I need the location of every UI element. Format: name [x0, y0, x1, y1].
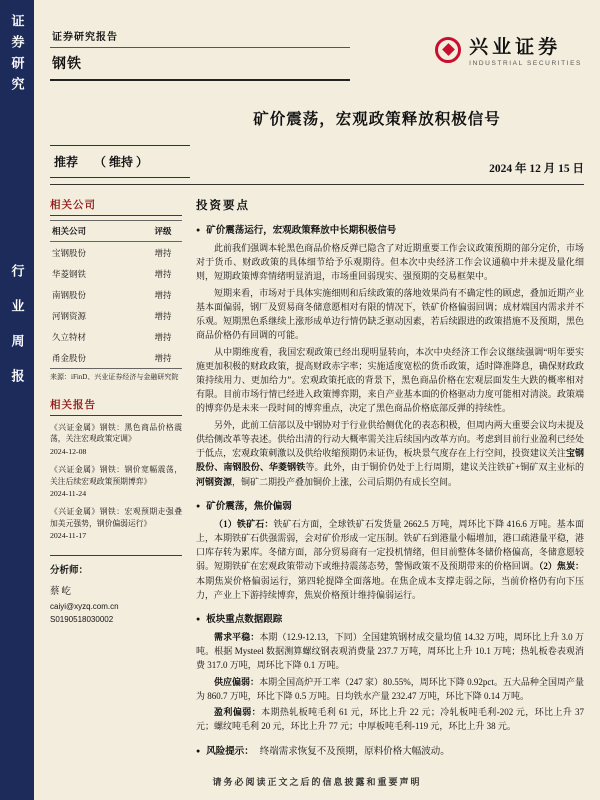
table-row — [50, 263, 182, 284]
header-divider — [50, 184, 584, 185]
para-text: 等。此外，由于铜价仍处于上行周期，建议关注铁矿+铜矿双主业标的 — [305, 462, 584, 473]
disclaimer-footer: 请务必阅读正文之后的信息披露和重要声明 — [212, 777, 422, 787]
related-companies-title: 相关公司 — [50, 197, 182, 216]
company-rating: 增持 — [154, 247, 172, 258]
data-item-label: 盈利偏弱： — [214, 707, 262, 718]
strip-label-weekly: 行业周报 — [9, 264, 25, 404]
paragraph: 此前我们强调本轮黑色商品价格反弹已隐含了对近期重要工作会议政策预期的部分定价，市场对于货币、财政政策的具体细节给予乐观期待。但本次中央经济工作会议通稿中并未提及量化细则，短期政策博弈情绪明显消退，市场重回弱现实、强预期的交易框架中。 — [196, 243, 584, 282]
bullet-icon: ● — [196, 615, 201, 624]
data-item — [196, 675, 584, 703]
company-name: 河钢资源 — [52, 310, 87, 321]
company-name: 华菱钢铁 — [52, 268, 87, 279]
table-row — [50, 284, 182, 305]
brand — [435, 32, 582, 67]
table-row — [50, 347, 182, 369]
report-title: 《兴证金属》钢铁：钢价宽幅震荡，关注后续宏观政策预期博弈》 — [50, 464, 182, 486]
highlighted-stocks: 宝钢股份、南钢股份、华菱钢铁 — [196, 448, 584, 473]
paragraph: 从中期维度看，我国宏观政策已经出现明显转向，本次中央经济工作会议继续强调“明年要实施更加积极的财政政策，提高财政赤字率；实施适度宽松的货币政策，适时降准降息，确保财政政策持续用力、更加给力”。宏观政策托底的背景下，黑色商品价格在宏观层面发生大跌的概率相对有限。目前市场行情已经进入政策博弈期，来自产业基本面的价格驱动力度可能相对清淡。政策端的博弈仍是未来一段时间的博弈重点，决定了黑色商品价格底部反弹的持续性。 — [196, 346, 584, 414]
company-rating: 增持 — [154, 310, 172, 321]
bullet-icon: ● — [196, 746, 201, 755]
para-text: 本期焦炭价格偏弱运行，第四轮提降全面落地。在焦企成本支撑走弱之际，当前价格仍有向下压力，产业上下游持续博弈，焦炭价格预计维持偏弱运行。 — [196, 575, 584, 600]
risk-text: 终端需求恢复不及预期，原料价格大幅波动。 — [259, 746, 450, 757]
brand-subtitle: INDUSTRIAL SECURITIES — [469, 60, 582, 67]
report-item-date: 2024-11-24 — [50, 489, 87, 499]
header — [50, 28, 584, 81]
para-text: 另外，此前工信部以及中钢协对于行业供给侧优化的表态积极，但周内两大重要会议均未提及供给侧改革等表述。供给出清的行动大概率需关注后续国内改革方向。考虑到目前行业盈利已经处于低点，宏观政策刺激以及供给收缩预期仍未证伪，板块景气度存在上行空间，投资建议关注 — [196, 419, 584, 459]
bullet-heading-2 — [196, 498, 584, 512]
brand-logo-core — [442, 43, 455, 56]
para-text: ，铜矿二期投产叠加铜价上涨，公司后期仍有成长空间。 — [232, 476, 458, 487]
report-link — [50, 506, 182, 542]
paragraph — [196, 418, 584, 489]
table-row — [50, 326, 182, 347]
data-item — [196, 705, 584, 733]
bullet-icon: ● — [196, 501, 201, 510]
related-reports — [50, 397, 182, 542]
company-rating: 增持 — [154, 289, 172, 300]
bullet-heading-risk — [196, 743, 584, 757]
table-row — [50, 242, 182, 264]
col-header-rating: 评级 — [144, 221, 182, 242]
strip-label-research: 证券研究 — [9, 14, 25, 98]
analyst-email-link[interactable]: caiyi@xyzq.com.cn — [50, 601, 119, 611]
body — [50, 197, 584, 762]
report-link — [50, 422, 182, 458]
data-item-label: 需求平稳： — [214, 632, 260, 643]
industry-label: 钢铁 — [50, 48, 350, 81]
company-rating: 增持 — [144, 347, 182, 369]
highlighted-stock: 河钢资源 — [196, 476, 233, 487]
investment-points-title: 投资要点 — [196, 200, 250, 212]
page-title: 矿价震荡，宏观政策释放积极信号 — [253, 111, 501, 128]
meta-row — [50, 145, 584, 178]
bullet-icon: ● — [196, 226, 201, 234]
bullet-heading-1 — [196, 222, 584, 236]
left-sidebar-column — [50, 197, 182, 762]
rating-box — [50, 145, 190, 178]
report-link — [50, 464, 182, 500]
company-name: 甬金股份 — [50, 347, 144, 369]
report-item-date: 2024-12-08 — [50, 447, 87, 457]
table-header-row — [50, 221, 182, 242]
para-text: 铁矿石方面，全球铁矿石发货量 2662.5 万吨，周环比下降 416.6 万吨。基本面上，本期铁矿石供强需弱，会对矿价形成一定压制。铁矿石到港量小幅增加，港口疏港量平稳，港口库存转为累库。冬储方面，部分贸易商有一定投机情绪，但目前整体冬储价格偏高，冬储意愿较弱。短期铁矿在宏观政策带动下或维持震荡态势，警惕政策不及预期带来的价格回调。 — [196, 518, 584, 572]
data-item-text: 本期热轧板吨毛利 61 元，环比上升 22 元；冷轧板吨毛利-202 元，环比上升 37 元；螺纹吨毛利 20 元，环比上升 77 元；中厚板吨毛利-119 元，环比上升 38 元。 — [196, 707, 584, 732]
company-rating: 增持 — [154, 331, 172, 342]
inline-label: （2）焦炭： — [538, 561, 584, 572]
rating-value: 推荐 — [54, 155, 79, 169]
data-item-text: 本期全国高炉开工率（247 家）80.55%，周环比下降 0.92pct。五大品种全国周产量为 860.7 万吨，环比下降 0.5 万吨。日均铁水产量 232.47 万吨，环比下降 0.14 万吨。 — [196, 676, 584, 701]
col-header-company: 相关公司 — [50, 221, 144, 242]
report-date: 2024 年 12 月 15 日 — [489, 163, 584, 175]
brand-text — [469, 32, 582, 67]
analyst-name: 蔡屹 — [50, 586, 74, 597]
related-reports-title: 相关报告 — [50, 397, 182, 416]
bullet-title: 矿价震荡，焦价偏弱 — [206, 501, 292, 512]
paragraph — [196, 517, 584, 602]
analyst-license-number: S0190518030002 — [50, 614, 114, 624]
report-item-date: 2024-11-17 — [50, 531, 87, 541]
report-type-label: 证券研究报告 — [50, 28, 350, 48]
company-name: 久立特材 — [52, 331, 87, 342]
data-item-text: 本期（12.9-12.13，下同）全国建筑钢材成交量均值 14.32 万吨，周环比上升 3.0 万吨。根据 Mysteel 数据测算螺纹钢表观消费量 237.7 万吨，周环比上升 10.1 万吨；热轧板卷表观消费 317.0 万吨，周环比下降 0.1 万吨。 — [196, 632, 584, 671]
report-title: 《兴证金属》钢铁：黑色商品价格震荡，关注宏观政策定调》 — [50, 422, 182, 444]
company-rating: 增持 — [154, 268, 172, 279]
brand-name: 兴业证券 — [469, 37, 562, 58]
analyst-block — [50, 555, 182, 624]
table-row — [50, 305, 182, 326]
inline-label: （1）铁矿石： — [214, 518, 274, 529]
report-title: 《兴证金属》钢铁：宏观预期走强叠加美元强势，钢价偏弱运行》 — [50, 506, 182, 528]
risk-label: 风险提示： — [206, 746, 254, 757]
brand-logo-icon — [435, 37, 461, 63]
analyst-label: 分析师： — [50, 565, 89, 576]
bullet-title: 板块重点数据跟踪 — [206, 615, 283, 626]
rating-note: （ 维持 ） — [94, 155, 149, 169]
content-area — [34, 0, 600, 800]
bullet-heading-3 — [196, 611, 584, 625]
company-name: 南钢股份 — [52, 289, 87, 300]
bullet-title: 矿价震荡运行，宏观政策释放中长期积极信号 — [206, 226, 397, 236]
company-name: 宝钢股份 — [52, 247, 87, 258]
table-source-note: 来源：iFinD、兴业证券经济与金融研究院 — [50, 373, 179, 381]
data-item-label: 供应偏弱： — [214, 676, 260, 687]
data-item — [196, 630, 584, 673]
main-column — [196, 197, 584, 762]
side-strip — [0, 0, 34, 800]
paragraph: 短期来看，市场对于具体实施细则和后续政策的落地效果尚有不确定性的顾虑，叠加近期产业基本面偏弱，钢厂及贸易商冬储意愿相对有限的情况下，铁矿价格偏弱回调；成材端国内需求并不乐观。短期黑色系继续上涨形成单边行情仍缺乏驱动因素，若后续跟进的政策措施不及预期，黑色商品价格仍有回调的可能。 — [196, 287, 584, 341]
related-companies-table — [50, 220, 182, 369]
